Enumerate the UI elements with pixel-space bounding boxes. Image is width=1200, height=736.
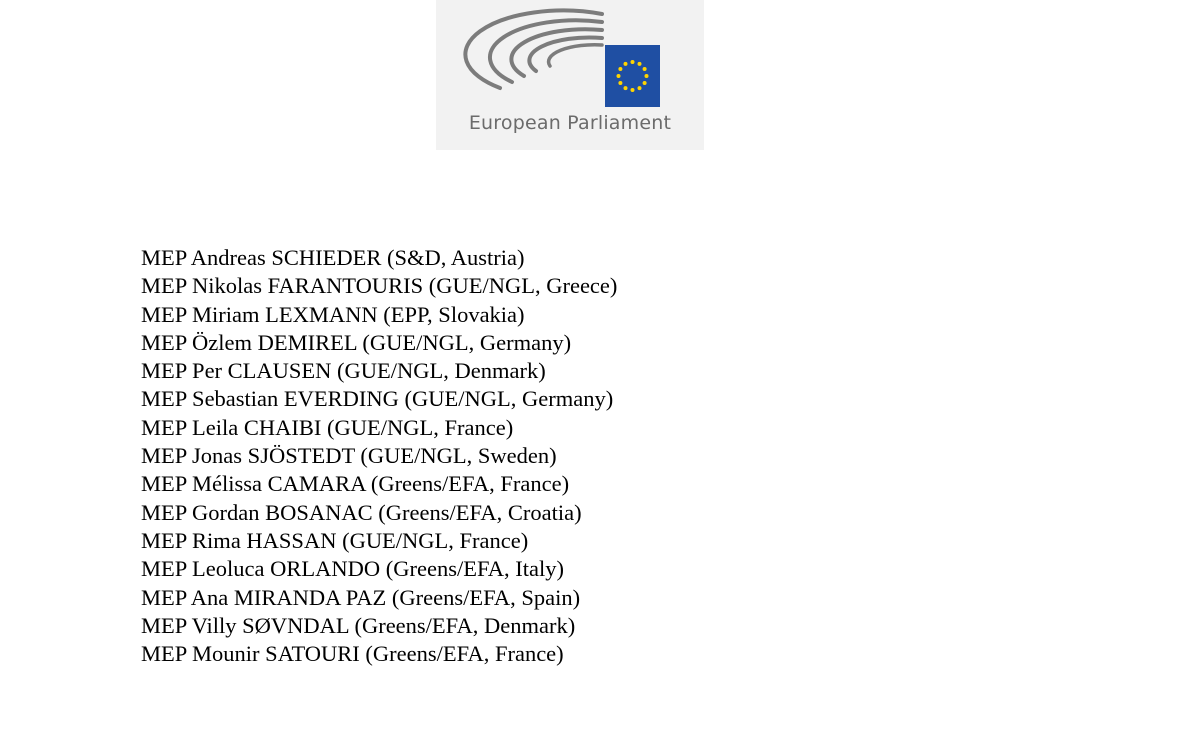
list-item: MEP Per CLAUSEN (GUE/NGL, Denmark) [141, 358, 546, 384]
list-item: MEP Villy SØVNDAL (Greens/EFA, Denmark) [141, 612, 576, 638]
list-item: MEP Mélissa CAMARA (Greens/EFA, France) [141, 471, 570, 497]
list-item: MEP Ana MIRANDA PAZ (Greens/EFA, Spain) [141, 584, 581, 610]
list-item: MEP Leila CHAIBI (GUE/NGL, France) [141, 414, 514, 440]
list-item: MEP Nikolas FARANTOURIS (GUE/NGL, Greece) [141, 273, 618, 299]
list-item: MEP Miriam LEXMANN (EPP, Slovakia) [141, 301, 525, 327]
list-item: MEP Jonas SJÖSTEDT (GUE/NGL, Sweden) [141, 443, 557, 469]
hemicycle-flag-icon [436, 0, 704, 112]
list-item: MEP Andreas SCHIEDER (S&D, Austria) [141, 245, 525, 270]
list-item: MEP Mounir SATOURI (Greens/EFA, France) [141, 641, 564, 667]
list-item: MEP Sebastian EVERDING (GUE/NGL, Germany) [141, 386, 614, 412]
list-item: MEP Özlem DEMIREL (GUE/NGL, Germany) [141, 329, 572, 355]
list-item: MEP Gordan BOSANAC (Greens/EFA, Croatia) [141, 499, 582, 525]
mep-list [141, 244, 617, 668]
list-item: MEP Leoluca ORLANDO (Greens/EFA, Italy) [141, 556, 565, 582]
list-item: MEP Rima HASSAN (GUE/NGL, France) [141, 527, 529, 553]
european-parliament-logo [436, 0, 704, 150]
logo-caption: European Parliament [468, 112, 672, 134]
